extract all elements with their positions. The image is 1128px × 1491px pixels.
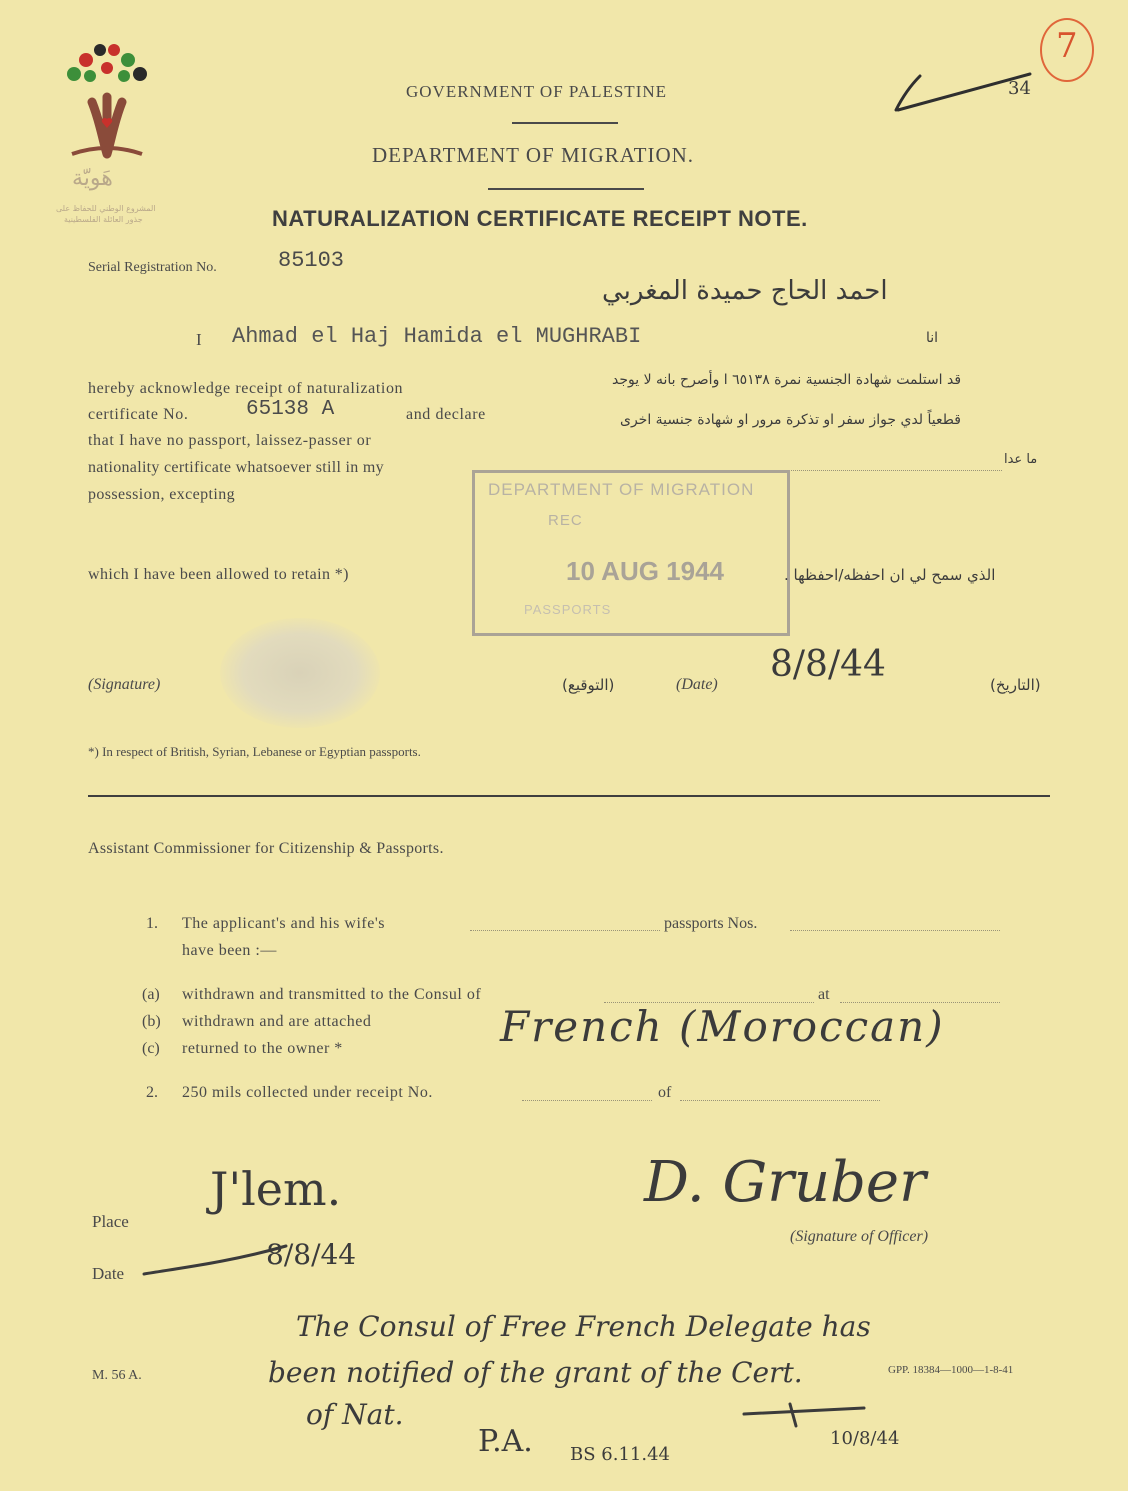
arabic-line-2: قطعياً لدي جواز سفر او تذكرة مرور او شهادة جنسية اخرى	[620, 412, 961, 428]
thumbprint	[220, 618, 380, 728]
arabic-line-3: ما عدا	[1004, 452, 1038, 467]
logo-arabic-name: هَويّة	[72, 166, 113, 191]
print-code: GPP. 18384—1000—1-8-41	[888, 1364, 1014, 1376]
option-a-text: withdrawn and transmitted to the Consul of	[182, 986, 482, 1003]
applicant-arabic-name: احمد الحاج حميدة المغربي	[602, 276, 888, 306]
item-1-end: passports Nos.	[664, 915, 758, 932]
form-code: M. 56 A.	[92, 1368, 142, 1383]
retain-line: which I have been allowed to retain *)	[88, 566, 349, 583]
option-c-text: returned to the owner *	[182, 1040, 343, 1057]
logo-caption-2: جذور العائلة الفلسطينية	[64, 215, 143, 224]
applicant-name: Ahmad el Haj Hamida el MUGHRABI	[232, 324, 642, 349]
date-label: (Date)	[676, 676, 718, 693]
note-initials-3: 10/8/44	[830, 1428, 900, 1449]
officer-signature: D. Gruber	[644, 1150, 926, 1215]
department-heading: DEPARTMENT OF MIGRATION.	[372, 143, 695, 167]
stamp-line-1: DEPARTMENT OF MIGRATION	[488, 480, 755, 499]
item-1-text: The applicant's and his wife's	[182, 915, 385, 932]
body-line-1: hereby acknowledge receipt of naturalization	[88, 380, 404, 397]
place-handwritten: J'lem.	[210, 1162, 342, 1216]
item-1-cont: have been :—	[182, 942, 277, 959]
stamp-date: 10 AUG 1944	[566, 556, 725, 586]
serial-label: Serial Registration No.	[88, 260, 217, 275]
item-2-number: 2.	[146, 1084, 158, 1101]
note-initials-1: P.A.	[478, 1424, 533, 1459]
applicant-arabic-prefix: انا	[926, 330, 939, 346]
item-1-number: 1.	[146, 915, 158, 932]
place-flourish	[140, 1240, 290, 1284]
tree-logo-icon	[62, 42, 152, 160]
option-a-end: at	[818, 986, 830, 1003]
office-heading: Assistant Commissioner for Citizenship & Passports.	[88, 840, 444, 857]
item-2-text: 250 mils collected under receipt No.	[182, 1084, 433, 1101]
receipt-dotted-line	[522, 1100, 652, 1101]
passports-nos-dotted-line	[790, 930, 1000, 931]
consul-handwritten: French (Moroccan)	[500, 1002, 945, 1051]
stamp-line-4: PASSPORTS	[524, 602, 612, 617]
section-divider	[88, 795, 1050, 797]
header-divider	[512, 122, 618, 124]
body-line-3: that I have no passport, laissez-passer or	[88, 432, 372, 449]
body-line-2-end: and declare	[406, 406, 486, 423]
footnote: *) In respect of British, Syrian, Lebanese or Egyptian passports.	[88, 744, 421, 759]
option-c-label: (c)	[142, 1040, 160, 1057]
date-arabic-label: (التاريخ)	[990, 676, 1041, 694]
note-line-2: been notified of the grant of the Cert.	[268, 1356, 803, 1389]
option-b-text: withdrawn and are attached	[182, 1013, 372, 1030]
logo-caption-1: المشروع الوطني للحفاظ على	[56, 204, 156, 213]
option-b-label: (b)	[142, 1013, 161, 1030]
item-2-end: of	[658, 1084, 672, 1101]
note-line-1: The Consul of Free French Delegate has	[296, 1310, 871, 1343]
body-line-5: possession, excepting	[88, 486, 236, 503]
stamp-line-2: REC	[548, 512, 583, 529]
officer-signature-label: (Signature of Officer)	[790, 1228, 929, 1245]
page-mark: 34	[1008, 78, 1031, 99]
circled-number: 7	[1056, 26, 1078, 66]
document-title: NATURALIZATION CERTIFICATE RECEIPT NOTE.	[272, 206, 808, 231]
place-label: Place	[92, 1212, 129, 1231]
signature-arabic-label: (التوقيع)	[562, 676, 615, 694]
date-label-bottom: Date	[92, 1264, 125, 1283]
applicant-prefix: I	[196, 330, 202, 349]
option-a-label: (a)	[142, 986, 160, 1003]
signature-label: (Signature)	[88, 676, 161, 693]
passports-dotted-line	[470, 930, 660, 931]
note-initials-2: BS 6.11.44	[570, 1444, 670, 1465]
arabic-line-1: قد استلمت شهادة الجنسية نمرة ٦٥١٣٨ ا وأصرح بانه لا يوجد	[612, 372, 962, 388]
serial-number: 85103	[278, 248, 345, 273]
government-heading: GOVERNMENT OF PALESTINE	[406, 82, 668, 101]
date-handwritten: 8/8/44	[770, 644, 886, 685]
arabic-retain: الذي سمح لي ان احفظه/احفظها .	[784, 566, 996, 584]
certificate-number: 65138 A	[246, 398, 335, 421]
date-handwritten-bottom: 8/8/44	[266, 1238, 357, 1271]
body-line-4: nationality certificate whatsoever still in my	[88, 459, 384, 476]
certificate-label: certificate No.	[88, 406, 189, 423]
note-line-3: of Nat.	[306, 1398, 404, 1431]
header-divider-2	[488, 188, 644, 190]
of-dotted-line	[680, 1100, 880, 1101]
